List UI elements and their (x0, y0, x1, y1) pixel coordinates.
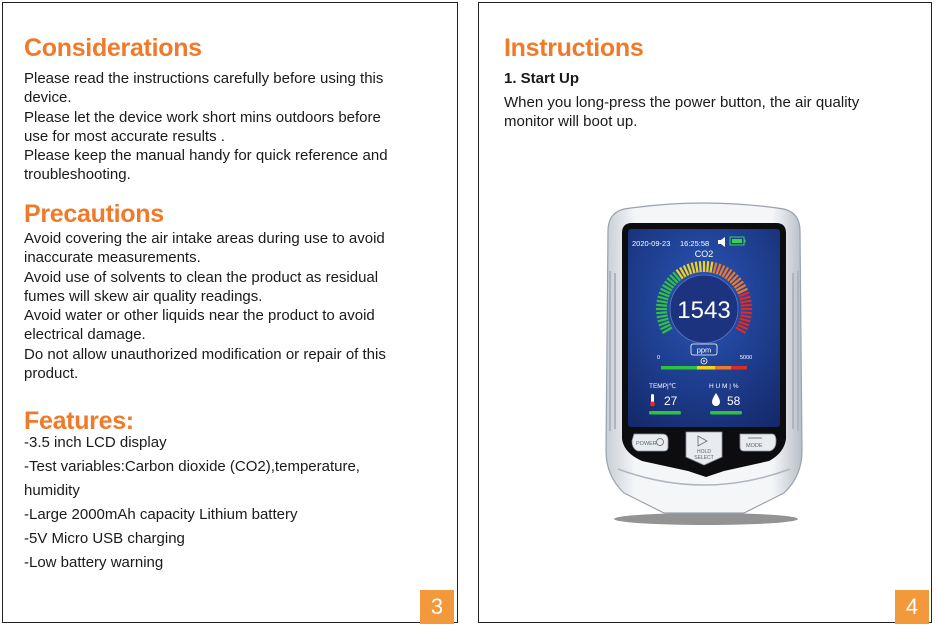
text-line: electrical damage. (24, 326, 146, 344)
text-line: device. (24, 89, 72, 107)
step-title: 1. Start Up (504, 70, 580, 87)
air-quality-monitor-illustration (594, 201, 814, 526)
level-bar-yellow (697, 366, 715, 370)
screen-time: 16:25:58 (680, 239, 710, 248)
instructions-heading: Instructions (504, 34, 644, 62)
text-line: Please keep the manual handy for quick reference and (24, 147, 388, 165)
level-bar-green (679, 366, 697, 370)
scale-min-label: 0 (657, 355, 661, 361)
unit-label: ppm (696, 345, 712, 355)
screen-date: 2020-09-23 (632, 239, 671, 248)
scale-max-label: 5000 (740, 355, 753, 361)
features-heading: Features: (24, 407, 134, 435)
list-item: -3.5 inch LCD display (24, 434, 167, 451)
shadow-shape (614, 513, 798, 525)
text-line: monitor will boot up. (504, 113, 638, 131)
text-line: Avoid covering the air intake areas during use to avoid (24, 230, 385, 247)
text-line: product. (24, 365, 79, 383)
text-line: troubleshooting. (24, 166, 131, 184)
text-line: inaccurate measurements. (24, 249, 201, 267)
text-line: Do not allow unauthorized modification or repair of this (24, 345, 386, 363)
text-line: fumes will skew air quality readings. (24, 287, 263, 305)
level-bar-red (731, 366, 747, 370)
hum-label: H U M | % (709, 383, 739, 390)
text-line: Avoid use of solvents to clean the product as residual (24, 268, 379, 286)
step-text (504, 93, 859, 132)
temp-level-bar (649, 411, 681, 415)
list-item: -Large 2000mAh capacity Lithium battery (24, 506, 298, 523)
level-bar-orange (715, 366, 731, 370)
hum-value: 58 (727, 394, 741, 408)
text-line: Avoid water or other liquids near the product to avoid (24, 307, 375, 325)
page-number-badge: 4 (895, 590, 929, 624)
gauge-tick (741, 312, 752, 313)
list-item: -5V Micro USB charging (24, 530, 185, 547)
text-line: Please let the device work short mins outdoors before (24, 108, 381, 126)
hold-label: HOLD (697, 449, 711, 455)
co2-reading: 1543 (677, 297, 731, 324)
list-item: -Low battery warning (24, 554, 164, 571)
power-button-label: POWER (636, 441, 657, 447)
temp-label: TEMP|℃ (649, 383, 677, 390)
considerations-text (24, 69, 388, 185)
hum-level-bar (710, 411, 742, 415)
select-label: SELECT (694, 455, 714, 461)
temp-value: 27 (664, 394, 678, 408)
text-line: When you long-press the power button, the air quality (504, 94, 860, 111)
gauge-tick (741, 305, 752, 306)
gauge-tick (707, 261, 708, 272)
page-right (478, 2, 932, 623)
list-item: humidity (24, 482, 80, 499)
precautions-heading: Precautions (24, 200, 164, 228)
mode-button[interactable] (740, 434, 776, 451)
list-item: -Test variables:Carbon dioxide (CO2),temperature, (24, 458, 360, 475)
text-line: Please read the instructions carefully before using this (24, 70, 384, 87)
features-list (24, 431, 360, 575)
gauge-tick (656, 305, 667, 306)
level-bar-green (661, 366, 679, 370)
page-left (2, 2, 458, 623)
gauge-tick (700, 261, 701, 272)
gauge-tick (656, 312, 667, 313)
considerations-heading: Considerations (24, 34, 202, 62)
gauge-label: CO2 (694, 249, 714, 259)
precautions-text (24, 229, 386, 383)
text-line: use for most accurate results . (24, 127, 225, 145)
page-number-badge: 3 (420, 590, 454, 624)
power-button[interactable] (632, 434, 668, 451)
mode-button-label: MODE (746, 443, 763, 449)
